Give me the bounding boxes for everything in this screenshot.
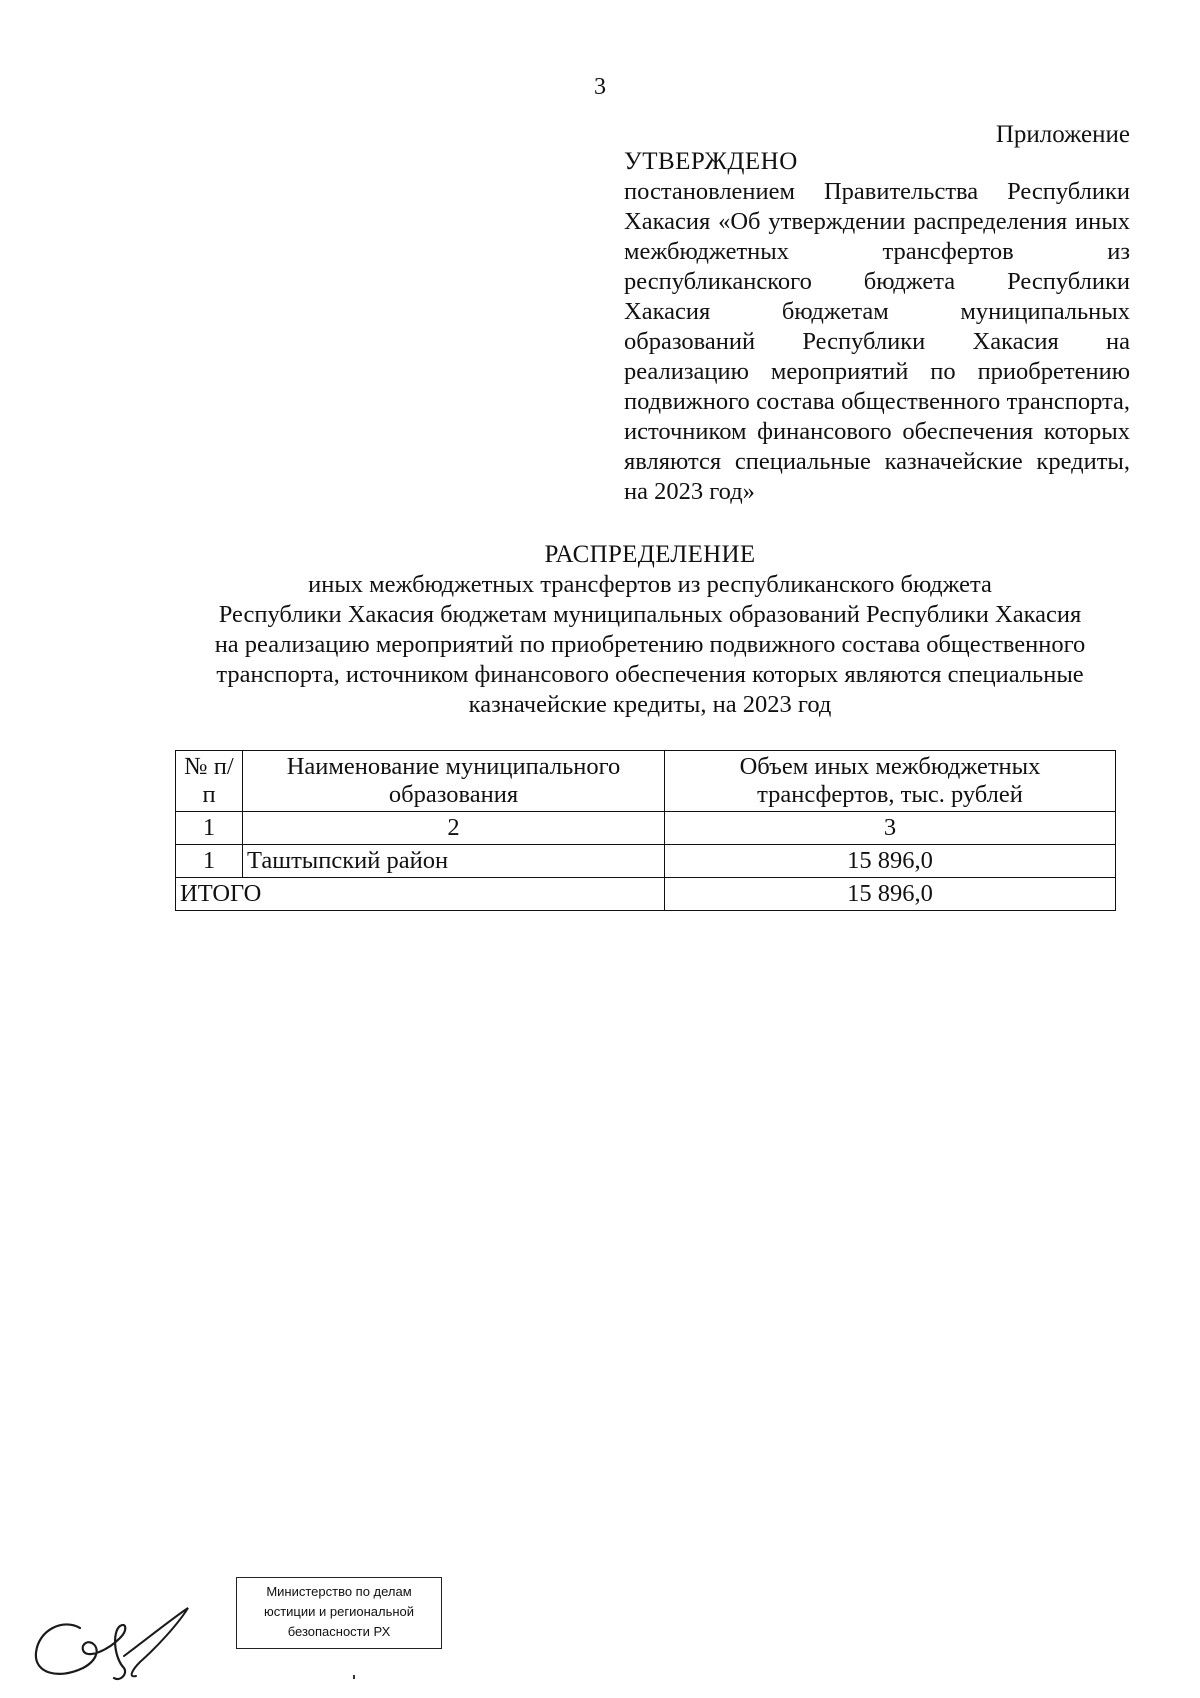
stamp-line: безопасности РХ (287, 1624, 391, 1639)
row-volume: 15 896,0 (665, 845, 1116, 878)
approval-title: УТВЕРЖДЕНО (624, 148, 798, 175)
total-row (176, 878, 1116, 911)
subtitle-line: казначейские кредиты, на 2023 год (468, 691, 832, 718)
subtitle-line: транспорта, источником финансового обеспечения которых являются специальные (216, 661, 1084, 688)
document-heading (150, 540, 1150, 720)
subtitle-line: Республики Хакасия бюджетам муниципальных образований Республики Хакасия (218, 601, 1082, 628)
header-volume: Объем иных межбюджетных трансфертов, тыс. рублей (665, 751, 1116, 812)
total-volume: 15 896,0 (665, 878, 1116, 911)
column-number-row (176, 812, 1116, 845)
registration-stamp (236, 1577, 442, 1649)
column-number: 1 (176, 812, 243, 845)
row-num: 1 (176, 845, 243, 878)
handwritten-signature (28, 1598, 208, 1688)
column-number: 3 (665, 812, 1116, 845)
header-num: № п/п (176, 751, 243, 812)
stamp-line: Министерство по делам (266, 1584, 412, 1599)
appendix-label: Приложение (995, 121, 1130, 148)
row-municipality: Таштыпский район (243, 845, 665, 878)
total-label: ИТОГО (176, 878, 665, 911)
subtitle-line: на реализацию мероприятий по приобретению подвижного состава общественного (214, 631, 1086, 658)
column-number: 2 (243, 812, 665, 845)
approval-text: постановлением Правительства Республики Хакасия «Об утверждении распределения иных межбюджетных трансфертов из республиканского бюджета Республики Хакасия бюджетам муниципальных образований Республики Хакасия на реализацию мероприятий по приобретению подвижного состава общественного транспорта, источником финансового обеспечения которых являются специальные казначейские кредиты, на 2023 год» (624, 178, 1130, 505)
approval-block (624, 147, 1130, 507)
scan-artifact (353, 1675, 355, 1679)
page-number: 3 (594, 74, 606, 100)
table-row (176, 845, 1116, 878)
document-title: РАСПРЕДЕЛЕНИЕ (544, 541, 756, 568)
allocation-table (175, 750, 1116, 911)
document-subtitle (150, 570, 1150, 720)
stamp-line: юстиции и региональной (263, 1604, 415, 1619)
table-header-row (176, 751, 1116, 812)
subtitle-line: иных межбюджетных трансфертов из республиканского бюджета (308, 571, 992, 598)
header-municipality: Наименование муниципального образования (243, 751, 665, 812)
